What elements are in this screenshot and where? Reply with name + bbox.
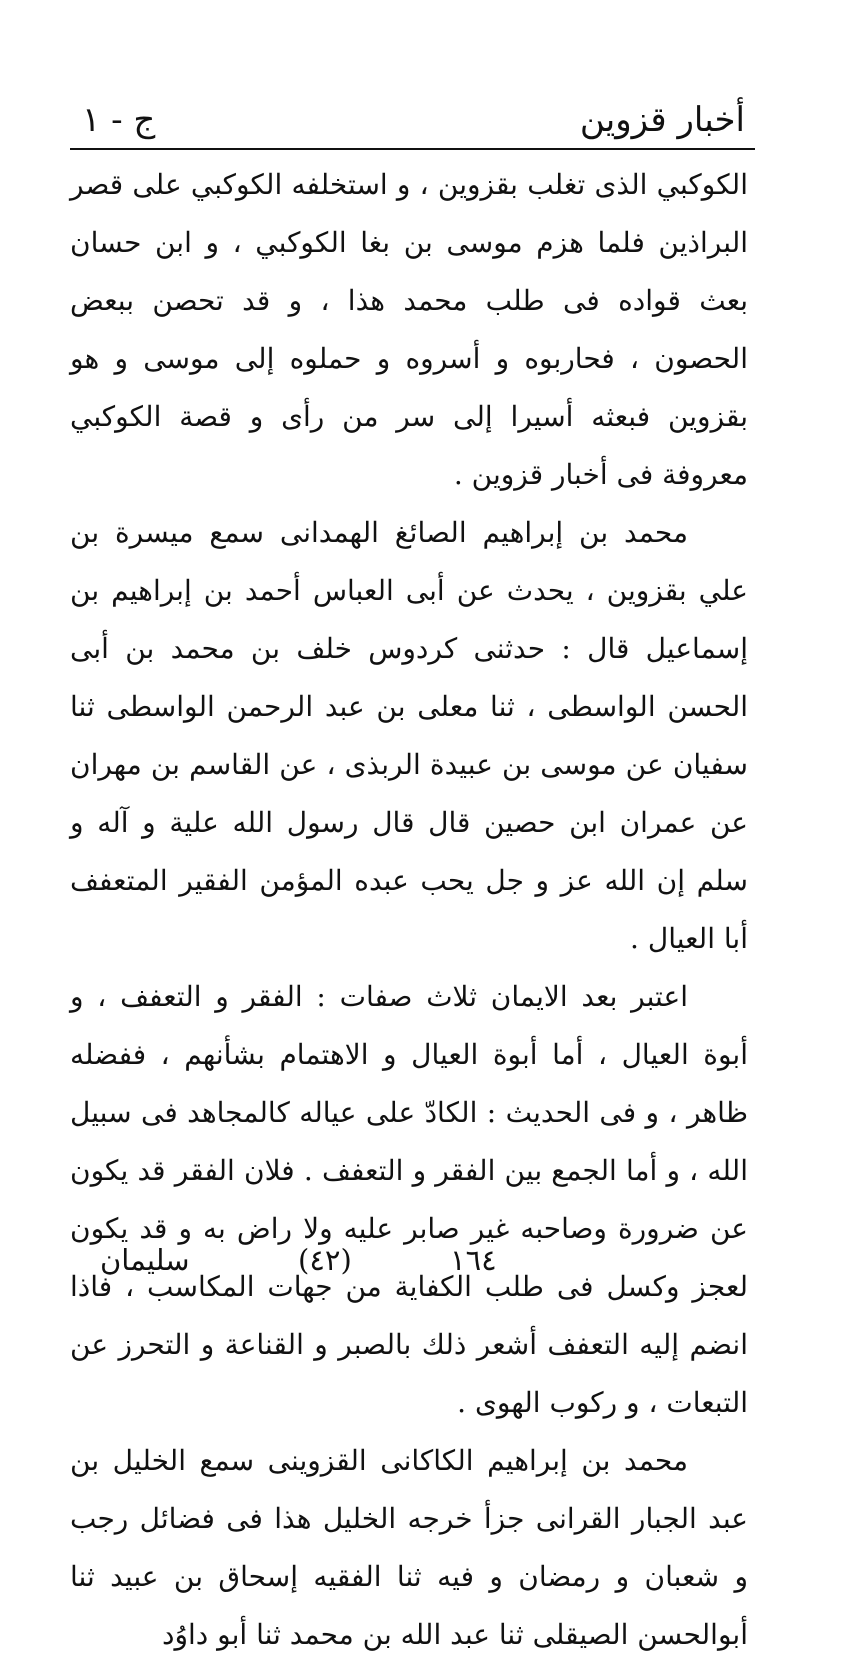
book-title: أخبار قزوين xyxy=(579,100,745,140)
catchword: سليمان xyxy=(100,1243,190,1277)
main-text xyxy=(70,156,748,1664)
paragraph: اعتبر بعد الايمان ثلاث صفات : الفقر و التعفف ، و أبوة العيال ، أما أبوة العيال و الاهتمام بشأنهم ، ففضله ظاهر ، و فى الحديث : الكادّ على عياله كالمجاهد فى سبيل الله ، و أما الجمع بين الفقر و التعفف . فلان الفقر قد يكون عن ضرورة وصاحبه غير صابر عليه ولا راض به و قد يكون لعجز وكسل فى طلب الكفاية من جهات المكاسب ، فاذا انضم إليه التعفف أشعر ذلك بالصبر و القناعة و التحرز عن التبعات ، و ركوب الهوى . xyxy=(70,980,748,1419)
page-footer xyxy=(70,1236,755,1284)
volume-label: ج - ١ xyxy=(82,100,156,140)
paragraph: محمد بن إبراهيم الكاكانى القزوينى سمع الخليل بن عبد الجبار القرانى جزأ خرجه الخليل هذا فى فضائل رجب و شعبان و رمضان و فيه ثنا الفقيه إسحاق بن عبيد ثنا أبوالحسن الصيقلى ثنا عبد الله بن محمد ثنا أبو داوُد xyxy=(70,1444,748,1651)
paragraph: الكوكبي الذى تغلب بقزوين ، و استخلفه الكوكبي على قصر البراذين فلما هزم موسى بن بغا الكوكبي ، و ابن حسان بعث قواده فى طلب محمد هذا ، و قد تحصن ببعض الحصون ، فحاربوه و أسروه و حملوه إلى موسى و هو بقزوين فبعثه أسيرا إلى سر من رأى و قصة الكوكبي معروفة فى أخبار قزوين . xyxy=(70,168,748,491)
header-divider xyxy=(70,148,755,150)
page-number: ١٦٤ xyxy=(450,1243,497,1277)
running-header xyxy=(70,92,755,148)
signature-mark: (٤٢) xyxy=(298,1243,352,1277)
paragraph: محمد بن إبراهيم الصائغ الهمدانى سمع ميسرة بن علي بقزوين ، يحدث عن أبى العباس أحمد بن إبراهيم بن إسماعيل قال : حدثنى كردوس خلف بن محمد بن أبى الحسن الواسطى ، ثنا معلى بن عبد الرحمن الواسطى ثنا سفيان عن موسى بن عبيدة الربذى ، عن القاسم بن مهران عن عمران ابن حصين قال قال رسول الله علية و آله و سلم إن الله عز و جل يحب عبده المؤمن الفقير المتعفف أبا العيال . xyxy=(70,516,748,955)
